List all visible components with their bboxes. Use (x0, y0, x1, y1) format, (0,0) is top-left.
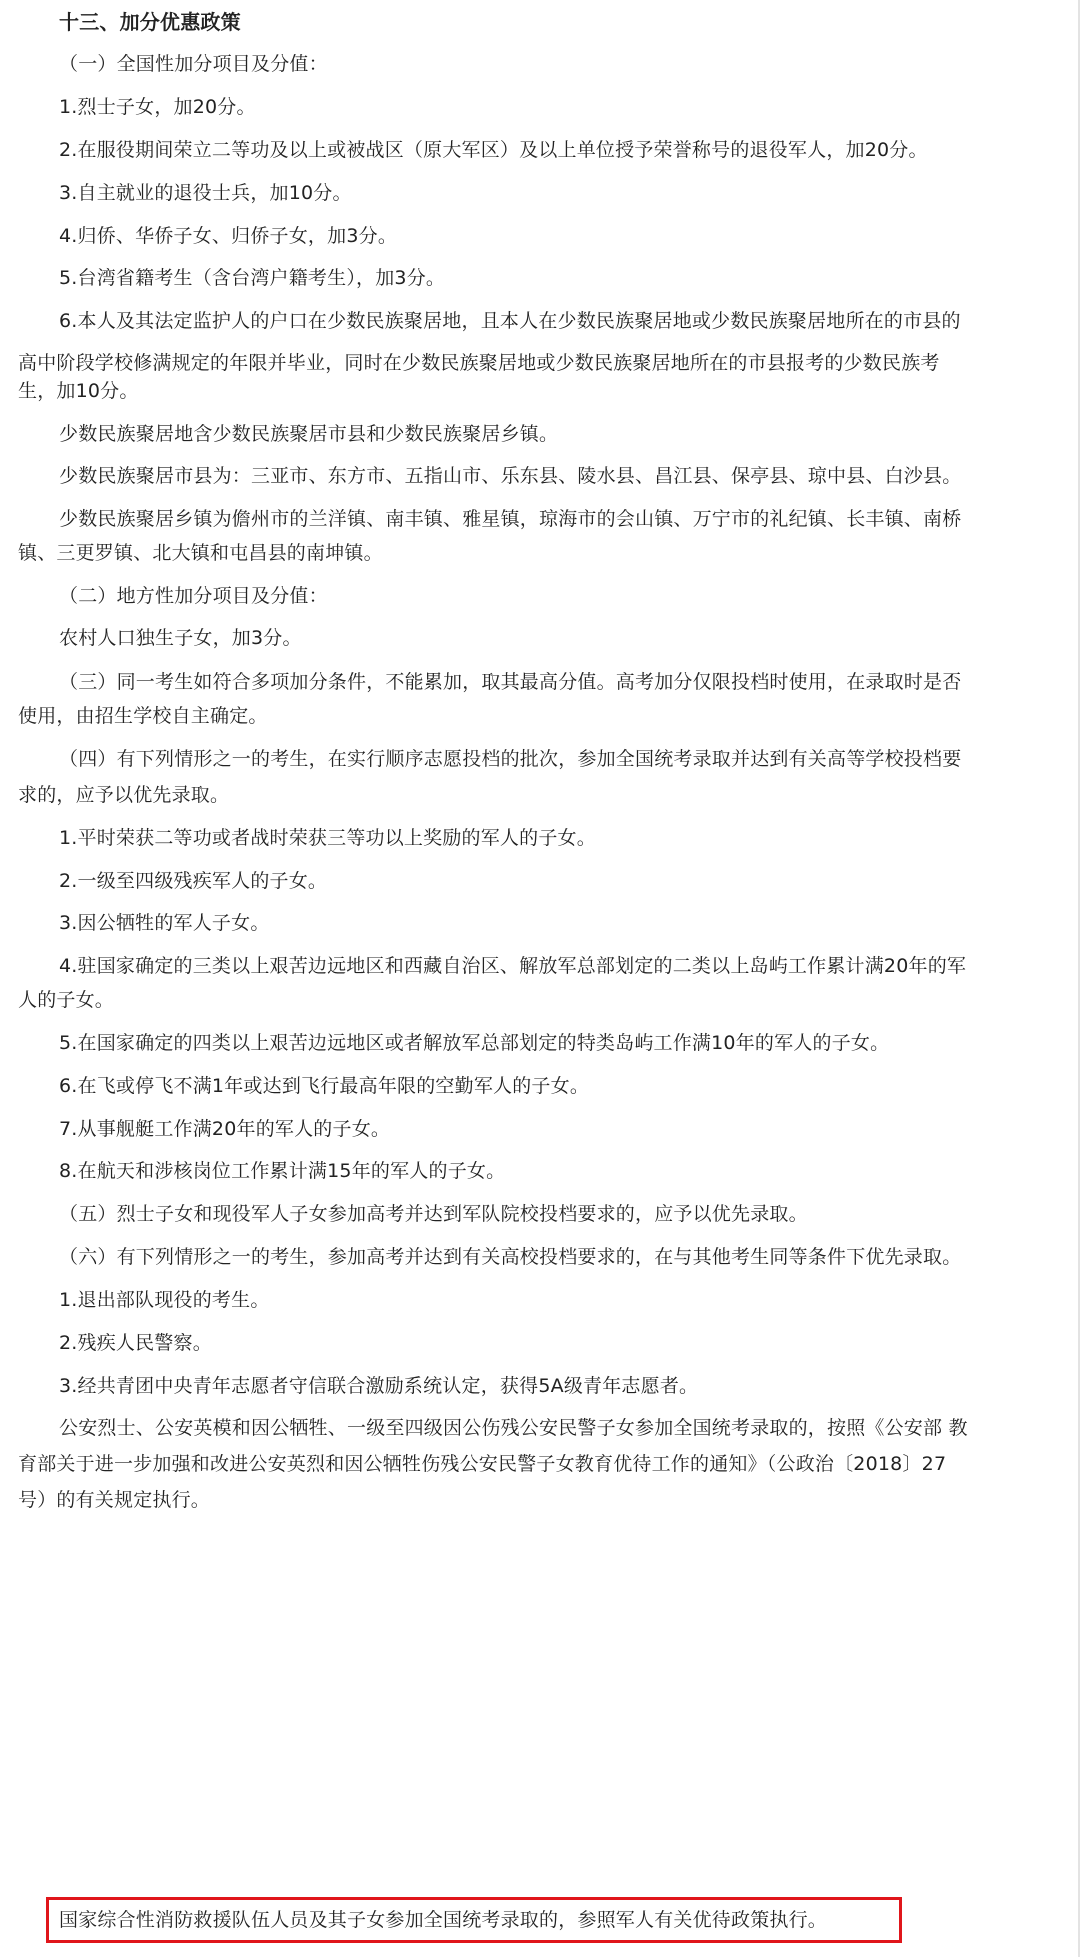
list-item: 7.从事舰艇工作满20年的军人的子女。 (59, 1118, 391, 1140)
highlighted-paragraph: 国家综合性消防救援队伍人员及其子女参加全国统考录取的，参照军人有关优待政策执行。 (59, 1909, 828, 1931)
paragraph-line: 公安烈士、公安英模和因公牺牲、一级至四级因公伤残公安民警子女参加全国统考录取的，按照《公安部 教 (59, 1417, 968, 1439)
list-item: 8.在航天和涉核岗位工作累计满15年的军人的子女。 (59, 1160, 506, 1182)
paragraph-line: 求的，应予以优先录取。 (18, 784, 230, 806)
list-item: 5.台湾省籍考生（含台湾户籍考生），加3分。 (59, 267, 446, 289)
section-title: 十三、加分优惠政策 (59, 10, 241, 34)
list-item: 1.平时荣获二等功或者战时荣获三等功以上奖励的军人的子女。 (59, 827, 596, 849)
paragraph-line: 农村人口独生子女，加3分。 (59, 627, 302, 649)
list-item: 6.在飞或停飞不满1年或达到飞行最高年限的空勤军人的子女。 (59, 1075, 590, 1097)
paragraph-line: 高中阶段学校修满规定的年限并毕业，同时在少数民族聚居地或少数民族聚居地所在的市县报考的少数民族考 (18, 352, 940, 374)
paragraph-line: 镇、三更罗镇、北大镇和屯昌县的南坤镇。 (18, 542, 383, 564)
paragraph-line: 少数民族聚居地含少数民族聚居市县和少数民族聚居乡镇。 (59, 423, 559, 445)
subsection-heading-1: （一）全国性加分项目及分值： (59, 53, 328, 75)
paragraph-line: 少数民族聚居乡镇为儋州市的兰洋镇、南丰镇、雅星镇，琼海市的会山镇、万宁市的礼纪镇、长丰镇、南桥 (59, 508, 962, 530)
paragraph-line: 少数民族聚居市县为：三亚市、东方市、五指山市、乐东县、陵水县、昌江县、保亭县、琼中县、白沙县。 (59, 465, 962, 487)
paragraph-line: （五）烈士子女和现役军人子女参加高考并达到军队院校投档要求的，应予以优先录取。 (59, 1203, 808, 1225)
list-item: 3.自主就业的退役士兵，加10分。 (59, 182, 352, 204)
list-item: 2.在服役期间荣立二等功及以上或被战区（原大军区）及以上单位授予荣誉称号的退役军人，加20分。 (59, 139, 928, 161)
list-item: 5.在国家确定的四类以上艰苦边远地区或者解放军总部划定的特类岛屿工作满10年的军人的子女。 (59, 1032, 890, 1054)
subsection-heading-2: （二）地方性加分项目及分值： (59, 585, 328, 607)
paragraph-line: 人的子女。 (18, 989, 115, 1011)
paragraph-line: 生，加10分。 (18, 380, 139, 402)
paragraph-line: （四）有下列情形之一的考生，在实行顺序志愿投档的批次，参加全国统考录取并达到有关高等学校投档要 (59, 748, 962, 770)
list-item: 1.退出部队现役的考生。 (59, 1289, 270, 1311)
paragraph-line: （三）同一考生如符合多项加分条件，不能累加，取其最高分值。高考加分仅限投档时使用，在录取时是否 (59, 671, 962, 693)
list-item: 1.烈士子女，加20分。 (59, 96, 256, 118)
paragraph-line: 使用，由招生学校自主确定。 (18, 705, 268, 727)
list-item: 4.驻国家确定的三类以上艰苦边远地区和西藏自治区、解放军总部划定的二类以上岛屿工作累计满20年的军 (59, 955, 967, 977)
paragraph-line: （六）有下列情形之一的考生，参加高考并达到有关高校投档要求的，在与其他考生同等条件下优先录取。 (59, 1246, 962, 1268)
paragraph-line: 育部关于进一步加强和改进公安英烈和因公牺牲伤残公安民警子女教育优待工作的通知》（公政治〔2018〕27 (18, 1453, 947, 1475)
list-item: 3.经共青团中央青年志愿者守信联合激励系统认定，获得5A级青年志愿者。 (59, 1375, 699, 1397)
list-item: 2.残疾人民警察。 (59, 1332, 212, 1354)
list-item: 2.一级至四级残疾军人的子女。 (59, 870, 328, 892)
paragraph-line: 6.本人及其法定监护人的户口在少数民族聚居地，且本人在少数民族聚居地或少数民族聚居地所在的市县的 (59, 310, 961, 332)
list-item: 3.因公牺牲的军人子女。 (59, 912, 270, 934)
paragraph-line: 号）的有关规定执行。 (18, 1489, 211, 1511)
list-item: 4.归侨、华侨子女、归侨子女，加3分。 (59, 225, 398, 247)
